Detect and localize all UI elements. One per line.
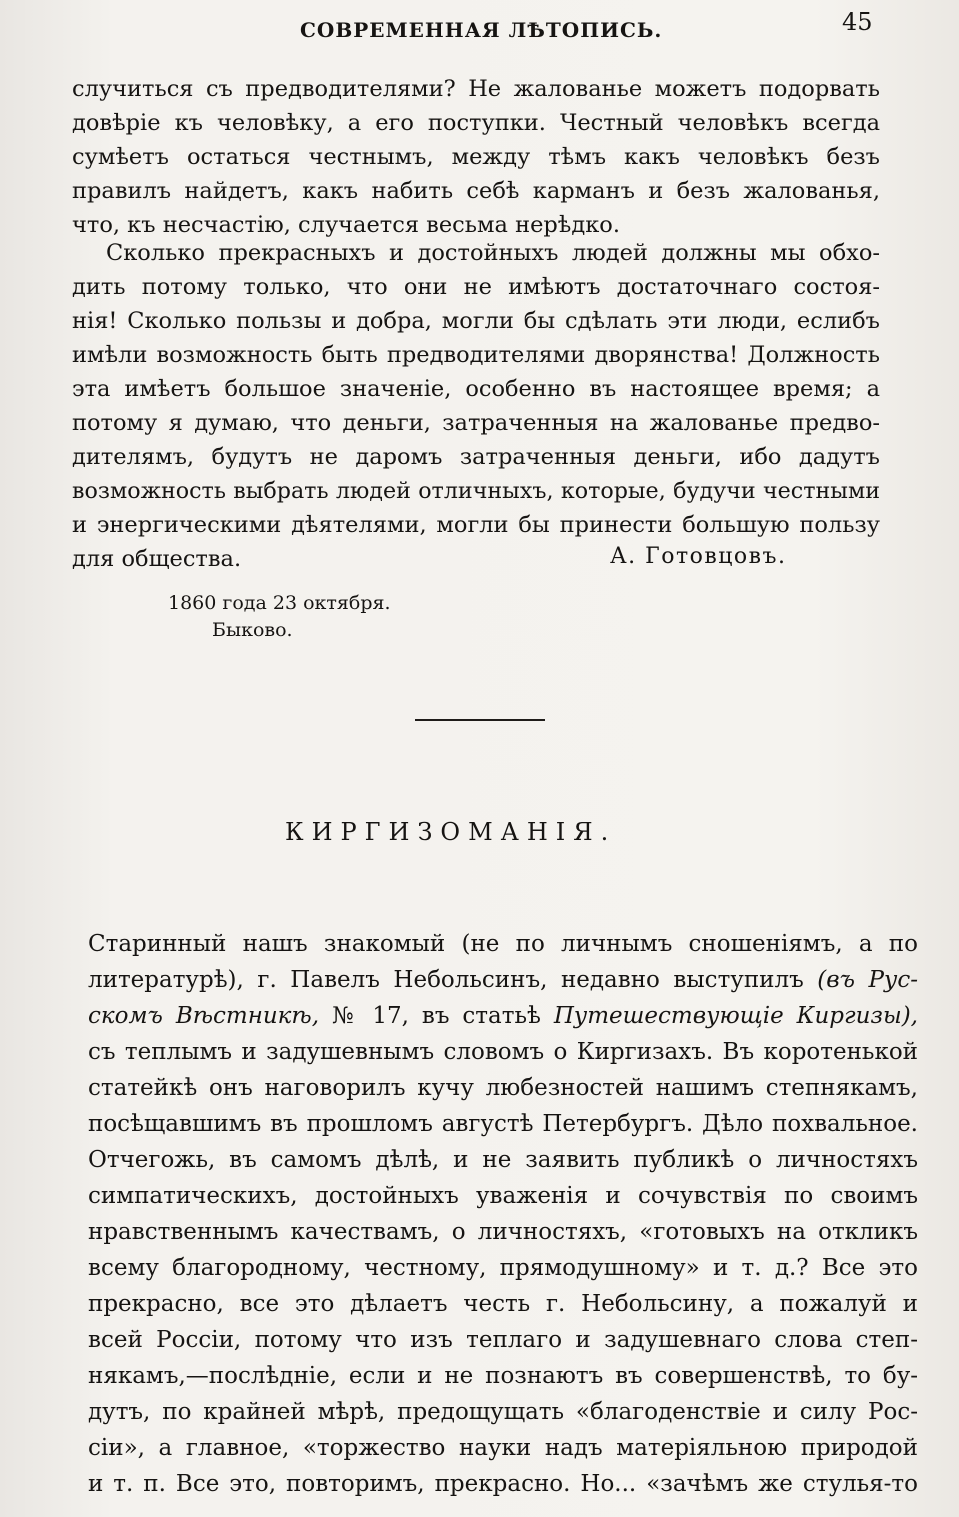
text-line: эта имѣетъ большое значеніе, особенно въ настоящее время; а	[72, 376, 880, 402]
text-line: случиться съ предводителями? Не жалованье можетъ подорвать	[72, 76, 880, 102]
text-line: Сколько прекрасныхъ и достойныхъ людей должны мы обхо-	[106, 240, 880, 266]
italic-run: Путешествующіе Киргизы),	[553, 1003, 918, 1029]
text-line: сіи», а главное, «торжество науки надъ матеріяльною природой	[88, 1435, 918, 1461]
text-line: довѣріе къ человѣку, а его поступки. Честный человѣкъ всегда	[72, 110, 880, 136]
italic-run: (въ Рус-	[817, 967, 918, 993]
text-line: съ теплымъ и задушевнымъ словомъ о Киргизахъ. Въ коротенькой	[88, 1039, 918, 1065]
text-line: правилъ найдетъ, какъ набить себѣ карманъ и безъ жалованья,	[72, 178, 880, 204]
page-number: 45	[842, 8, 873, 36]
text-line: для общества.	[72, 546, 242, 572]
text-line	[88, 998, 918, 1034]
text-run: литературѣ), г. Павелъ Небольсинъ, недавно выступилъ	[88, 967, 818, 993]
letter-date: 1860 года 23 октября.	[168, 592, 391, 614]
section-divider	[415, 719, 545, 721]
text-line: имѣли возможность быть предводителями дворянства! Должность	[72, 342, 880, 368]
text-line: нія! Сколько пользы и добра, могли бы сдѣлать эти люди, еслибъ	[72, 308, 880, 334]
text-line	[88, 962, 918, 998]
text-line: някамъ,—послѣдніе, если и не познаютъ въ совершенствѣ, то бу-	[88, 1363, 918, 1389]
text-line: симпатическихъ, достойныхъ уваженія и сочувствія по своимъ	[88, 1183, 918, 1209]
text-line: дителямъ, будутъ не даромъ затраченныя деньги, ибо дадутъ	[72, 444, 880, 470]
dateline	[168, 590, 391, 644]
letter-paragraph-2	[72, 236, 880, 576]
article-title: КИРГИЗОМАНІЯ.	[285, 818, 617, 846]
running-header: СОВРЕМЕННАЯ ЛѢТОПИСЬ.	[300, 18, 663, 42]
author-signature: А. Готовцовъ.	[610, 544, 787, 569]
text-line: всему благородному, честному, прямодушному» и т. д.? Все это	[88, 1255, 918, 1281]
letter-paragraph-1	[72, 72, 880, 242]
text-line: статейкѣ онъ наговорилъ кучу любезностей нашимъ степнякамъ,	[88, 1075, 918, 1101]
text-run: № 17, въ статьѣ	[319, 1003, 554, 1029]
text-line: нравственнымъ качествамъ, о личностяхъ, «готовыхъ на откликъ	[88, 1219, 918, 1245]
italic-run: скомъ Вѣстникѣ,	[88, 1003, 320, 1029]
text-line: посѣщавшимъ въ прошломъ августѣ Петербургъ. Дѣло похвальное.	[88, 1111, 918, 1137]
text-line: и т. п. Все это, повторимъ, прекрасно. Но... «зачѣмъ же стулья-то	[88, 1471, 918, 1497]
text-line: Отчегожь, въ самомъ дѣлѣ, и не заявить публикѣ о личностяхъ	[88, 1147, 918, 1173]
text-line: возможность выбрать людей отличныхъ, которые, будучи честными	[72, 478, 880, 504]
letter-place: Быково.	[212, 619, 293, 641]
text-line: прекрасно, все это дѣлаетъ честь г. Небольсину, а пожалуй и	[88, 1291, 918, 1317]
text-line: сумѣетъ остаться честнымъ, между тѣмъ какъ человѣкъ безъ	[72, 144, 880, 170]
text-line: что, къ несчастію, случается весьма нерѣдко.	[72, 212, 620, 238]
text-line: и энергическими дѣятелями, могли бы принести большую пользу	[72, 512, 880, 538]
article-body	[88, 926, 918, 1502]
text-line: дутъ, по крайней мѣрѣ, предощущать «благоденствіе и силу Рос-	[88, 1399, 918, 1425]
text-line: потому я думаю, что деньги, затраченныя на жалованье предво-	[72, 410, 880, 436]
text-line: Старинный нашъ знакомый (не по личнымъ сношеніямъ, а по	[88, 931, 918, 957]
text-line: дить потому только, что они не имѣютъ достаточнаго состоя-	[72, 274, 880, 300]
text-line: всей Россіи, потому что изъ теплаго и задушевнаго слова степ-	[88, 1327, 918, 1353]
